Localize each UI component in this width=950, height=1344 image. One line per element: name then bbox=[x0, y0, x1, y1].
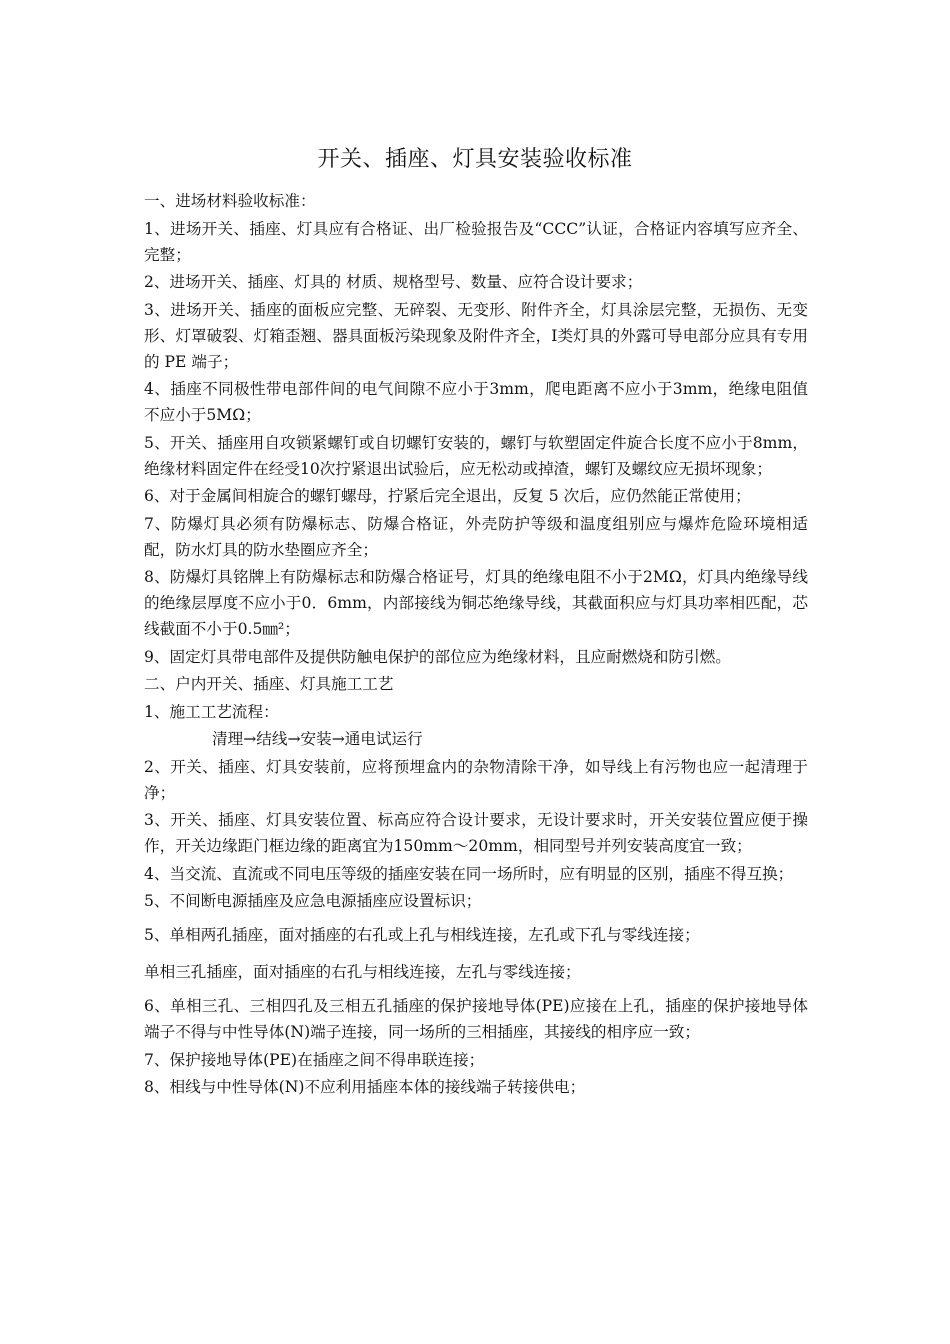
paragraph-item: 5、开关、插座用自攻锁紧螺钉或自切螺钉安装的，螺钉与软塑固定件旋合长度不应小于8mm，绝缘材料固定件在经受10次拧紧退出试验后，应无松动或掉渣，螺钉及螺纹应无损坏现象； bbox=[144, 433, 808, 478]
paragraph-item: 1、施工工艺流程： bbox=[144, 702, 279, 721]
paragraph-item: 4、当交流、直流或不同电压等级的插座安装在同一场所时，应有明显的区别，插座不得互换； bbox=[144, 864, 794, 883]
paragraph-item: 6、对于金属间相旋合的螺钉螺母，拧紧后完全退出，反复 5 次后，应仍然能正常使用； bbox=[144, 487, 751, 505]
document-title: 开关、插座、灯具安装验收标准 bbox=[317, 147, 633, 172]
paragraph-item: 7、保护接地导体(PE)在插座之间不得串联连接； bbox=[144, 1050, 485, 1069]
paragraph-item: 5、单相两孔插座，面对插座的右孔或上孔与相线连接，左孔或下孔与零线连接； bbox=[144, 926, 700, 944]
paragraph-item: 4、插座不同极性带电部件间的电气间隙不应小于3mm，爬电距离不应小于3mm，绝缘电阻值不应小于5MΩ； bbox=[144, 380, 808, 424]
paragraph-item: 单相三孔插座，面对插座的右孔与相线连接，左孔与零线连接； bbox=[144, 963, 581, 981]
section-heading-process: 二、户内开关、插座、灯具施工工艺 bbox=[144, 675, 394, 693]
paragraph-item: 1、进场开关、插座、灯具应有合格证、出厂检验报告及“CCC”认证，合格证内容填写应齐全、完整； bbox=[144, 219, 808, 264]
paragraph-item: 8、防爆灯具铭牌上有防爆标志和防爆合格证号，灯具的绝缘电阻不小于2MΩ，灯具内绝缘导线的绝缘层厚度不应小于0．6mm，内部接线为铜芯绝缘导线，其截面积应与灯具功率相匹配，芯线截面不小于0.5㎜²； bbox=[144, 568, 808, 638]
paragraph-item: 3、开关、插座、灯具安装位置、标高应符合设计要求，无设计要求时，开关安装位置应便于操作，开关边缘距门框边缘的距离宜为150mm～20mm，相同型号并列安装高度宜一致； bbox=[144, 811, 808, 855]
document-body bbox=[144, 188, 808, 1102]
paragraph-item: 8、相线与中性导体(N)不应利用插座本体的接线端子转接供电； bbox=[144, 1078, 586, 1096]
paragraph-item: 5、不间断电源插座及应急电源插座应设置标识； bbox=[144, 892, 482, 910]
paragraph-item: 3、进场开关、插座的面板应完整、无碎裂、无变形、附件齐全，灯具涂层完整，无损伤、无变形、灯罩破裂、灯箱歪翘、器具面板污染现象及附件齐全，Ⅰ类灯具的外露可导电部分应具有专用的 PE 端子； bbox=[144, 300, 808, 371]
process-flow: 清理→结线→安装→通电试运行 bbox=[212, 730, 423, 748]
paragraph-item: 6、单相三孔、三相四孔及三相五孔插座的保护接地导体(PE)应接在上孔，插座的保护接地导体端子不得与中性导体(N)端子连接，同一场所的三相插座，其接线的相序应一致； bbox=[144, 997, 808, 1041]
paragraph-item: 7、防爆灯具必须有防爆标志、防爆合格证，外壳防护等级和温度组别应与爆炸危险环境相适配，防水灯具的防水垫圈应齐全； bbox=[144, 514, 808, 559]
section-heading-materials: 一、进场材料验收标准： bbox=[144, 192, 316, 210]
paragraph-item: 2、进场开关、插座、灯具的 材质、规格型号、数量、应符合设计要求； bbox=[144, 273, 643, 291]
paragraph-item: 9、固定灯具带电部件及提供防触电保护的部位应为绝缘材料，且应耐燃烧和防引燃。 bbox=[144, 647, 731, 666]
paragraph-item: 2、开关、插座、灯具安装前，应将预埋盒内的杂物清除干净，如导线上有污物也应一起清理于净； bbox=[144, 757, 808, 802]
